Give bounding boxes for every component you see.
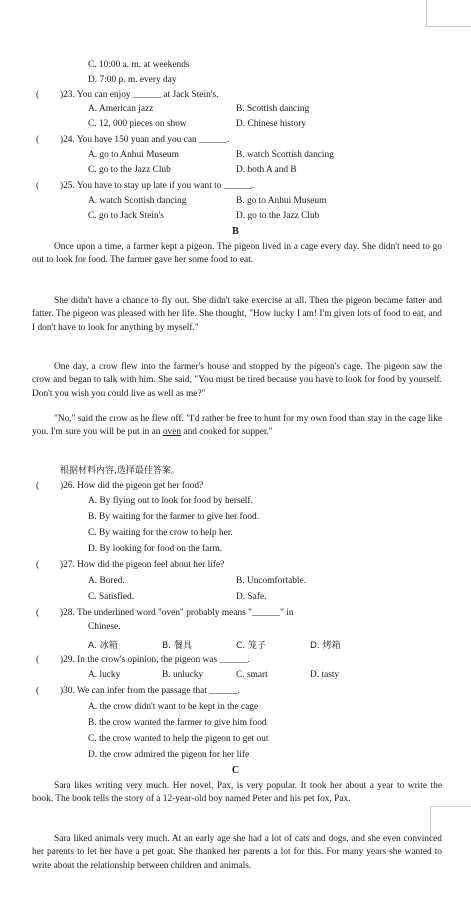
answer-paren: ( — [36, 481, 40, 491]
q26-option-d: D. By looking for food on the farm. — [88, 544, 223, 554]
passage-b-paragraph-1: Once upon a time, a farmer kept a pigeon. The pigeon lived in a cage every day. She didn't need to go out to look for food. The farmer gave her some food to eat. — [32, 242, 442, 266]
q22-option-d: D. 7:00 p. m. every day — [88, 75, 177, 85]
question-text: )30. We can infer from the passage that ______. — [60, 686, 240, 696]
q30-option-b: B. the crow wanted the farmer to give him food — [88, 718, 267, 728]
q24-option-b: B. watch Scottish dancing — [236, 150, 334, 160]
q23-option-a: A. American jazz — [88, 104, 154, 114]
question-text: )26. How did the pigeon get her food? — [60, 481, 204, 491]
paragraph-text-before: "No," said the crow as he flew off. "I'd rather be free to hunt for my own food than stay in the cage like you. I'm sure you will be put in an oven and cooked for supper." — [32, 414, 442, 438]
passage-c-paragraph-2: Sara liked animals very much. At an early age she had a lot of cats and dogs, and she even convinced her parents to let her have a pet goat. She thanked her parents a lot for this. For many years she wanted to write about the relationship between children and animals. — [32, 834, 442, 871]
q28-option-d: D. 烤箱 — [310, 641, 341, 651]
q25-option-d: D. go to the Jazz Club — [236, 211, 320, 221]
q29-option-d: D. tasty — [310, 670, 340, 680]
q27-option-d: D. Safe. — [236, 592, 267, 602]
q23-option-c: C. 12, 000 pieces on show — [88, 119, 187, 129]
q29-option-b: B. unlucky — [162, 670, 204, 680]
q24-option-c: C. go to the Jazz Club — [88, 165, 171, 175]
passage-b-paragraph-4 — [32, 413, 442, 440]
question-text: )28. The underlined word "oven" probably means "______" in — [60, 608, 294, 618]
answer-paren: ( — [36, 181, 40, 191]
q26-option-a: A. By flying out to look for food by herself. — [88, 496, 253, 506]
q28-option-a: A. 冰箱 — [88, 641, 118, 651]
answer-paren: ( — [36, 90, 40, 100]
question-text: )23. You can enjoy ______ at Jack Stein's. — [60, 90, 219, 100]
q25-option-b: B. go to Anhui Museum — [236, 196, 327, 206]
q29-option-c: C. smart — [236, 670, 268, 680]
answer-paren: ( — [36, 686, 40, 696]
section-c-heading: C — [231, 765, 240, 776]
answer-paren: ( — [36, 655, 40, 665]
q27-option-c: C. Satisfied. — [88, 592, 135, 602]
q27-option-a: A. Bored. — [88, 576, 125, 586]
q23-option-d: D. Chinese history — [236, 119, 307, 129]
q26-option-b: B. By waiting for the farmer to give her food. — [88, 512, 260, 522]
q25-option-a: A. watch Scottish dancing — [88, 196, 187, 206]
passage-b-paragraph-2: She didn't have a chance to fly out. She didn't take exercise at all. Then the pigeon became fatter and fatter. The pigeon was pleased with her life. She thought, "How lucky I am! I'm given lots of food to eat, and I don't have to look for anything by myself." — [32, 296, 442, 333]
answer-paren: ( — [36, 608, 40, 618]
q24-option-a: A. go to Anhui Museum — [88, 150, 179, 160]
q30-option-a: A. the crow didn't want to be kept in the cage — [88, 702, 259, 712]
q26-option-c: C. By waiting for the crow to help her. — [88, 528, 233, 538]
q28-option-c: C. 笼子 — [236, 641, 267, 651]
q28-text-continued: Chinese. — [88, 622, 121, 632]
q30-option-d: D. the crow admired the pigeon for her life — [88, 750, 250, 760]
underlined-word: oven — [162, 427, 182, 438]
instruction-line: 根据材料内容,选择最佳答案。 — [60, 466, 180, 476]
q25-option-c: C. go to Jack Stein's — [88, 211, 164, 221]
question-text: )25. You have to stay up late if you want to ______. — [60, 181, 255, 191]
passage-b-paragraph-3: One day, a crow flew into the farmer's house and stopped by the pigeon's cage. The pigeon saw the crow and began to talk with him. She said, "You must be tired because you have to look for food by yourself. Don't you wish you could live as well as me?" — [32, 362, 442, 399]
q27-option-b: B. Uncomfortable. — [236, 576, 307, 586]
question-text: )24. You have 150 yuan and you can ______. — [60, 135, 230, 145]
q30-option-c: C. the crow wanted to help the pigeon to get out — [88, 734, 269, 744]
page-corner-mark-top — [426, 0, 471, 27]
answer-paren: ( — [36, 560, 40, 570]
q23-option-b: B. Scottish dancing — [236, 104, 310, 114]
q24-option-d: D. both A and B — [236, 165, 297, 175]
passage-c-paragraph-1: Sara likes writing very much. Her novel, Pax, is very popular. It took her about a year to write the book. The book tells the story of a 12-year-old boy named Peter and his pet fox, Pax. — [32, 781, 442, 805]
q28-option-b: B. 餐具 — [162, 641, 192, 651]
q22-option-c: C. 10:00 a. m. at weekends — [88, 60, 190, 70]
question-text: )27. How did the pigeon feel about her life? — [60, 560, 225, 570]
question-text: )29. In the crow's opinion, the pigeon was ______. — [60, 655, 250, 665]
answer-paren: ( — [36, 135, 40, 145]
section-b-heading: B — [232, 226, 239, 237]
q29-option-a: A. lucky — [88, 670, 121, 680]
